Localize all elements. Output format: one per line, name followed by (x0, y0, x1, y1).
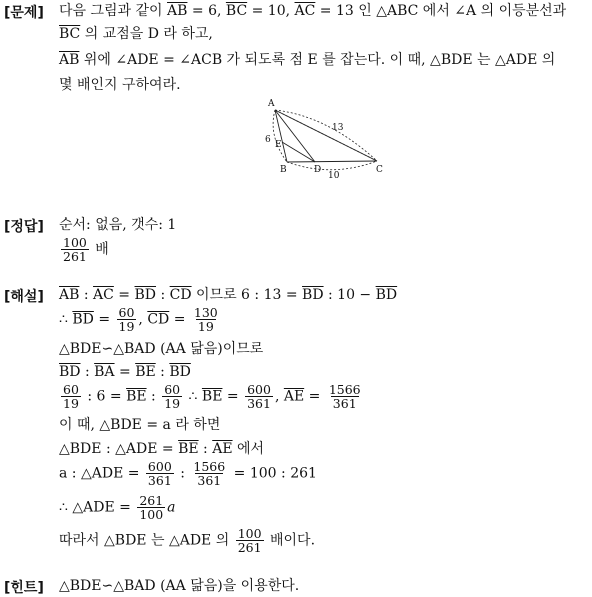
problem-label: [문제] (4, 5, 44, 21)
answer-line-1: 순서: 없음, 갯수: 1 (59, 217, 177, 233)
solution-step-3: △BDE∽△BAD (AA 닮음)이므로 (59, 341, 264, 357)
solution-step-6: 이 때, △BDE = a 라 하면 (59, 417, 221, 433)
problem-line-3: $\overline{AB}$ 위에 ∠ADE = ∠ACB 가 되도록 점 E 를 잡는다. 이 때, △BDE 는 △ADE 의 (59, 52, 556, 68)
problem-line-1: 다음 그림과 같이 $\overline{AB} = 6$, $\overline{BC} = 10$, $\overline{AC} = 13$ 인 △ABC 에서 ∠A 의 이등분선과 (59, 3, 567, 19)
solution-step-4: $\overline{BD}$ : $\overline{BA} = \overline{BE}$ : $\overline{BD}$ (59, 364, 191, 380)
point-e-label: E (275, 140, 282, 150)
problem-line-4: 몇 배인지 구하여라. (59, 77, 181, 93)
point-a-label: A (268, 99, 275, 109)
solution-step-7: △BDE : △ADE = $\overline{BE}$ : $\overline{AE}$ 에서 (59, 441, 265, 457)
answer-value: $\frac{100}{261}$ 배 (63, 235, 109, 264)
ac-length-label: 13 (332, 123, 344, 133)
solution-step-8: a : △ADE = $\frac{600}{361}$ : $\frac{1566}{361}$ = 100 : 261 (59, 459, 317, 488)
ab-length-label: 6 (265, 135, 271, 145)
triangle-figure (258, 96, 390, 180)
point-c-label: C (376, 165, 383, 175)
answer-label: [정답] (4, 219, 44, 235)
solution-step-9: ∴ △ADE = $\frac{261}{100}$ a (59, 493, 176, 522)
point-d-label: D (314, 165, 322, 175)
solution-step-5: $\frac{60}{19}$ : $6 = \overline{BE}$ : $\frac{60}{19}$ ∴ $\overline{BE}$ = $\frac{600}{361}$ , $\overline{AE}$ = $\frac{1566}{361}$ (63, 382, 361, 411)
point-b-label: B (280, 165, 287, 175)
solution-label: [해설] (4, 289, 44, 305)
solution-step-10: 따라서 △BDE 는 △ADE 의 $\frac{100}{261}$ 배이다. (59, 526, 316, 555)
hint-label: [힌트] (4, 580, 44, 596)
solution-step-2: ∴ $\overline{BD}$ = $\frac{60}{19}$ , $\overline{CD}$ = $\frac{130}{19}$ (59, 305, 218, 334)
hint-text: △BDE∽△BAD (AA 닮음)을 이용한다. (59, 578, 300, 594)
bc-length-label: 10 (328, 171, 340, 180)
solution-step-1: $\overline{AB}$ : $\overline{AC} = \overline{BD}$ : $\overline{CD}$ 이므로 6 : $13 = \overline{BD}$ : $10 - \overline{BD}$ (59, 287, 398, 303)
problem-line-2: $\overline{BC}$ 의 교점을 D 라 하고, (59, 26, 213, 42)
